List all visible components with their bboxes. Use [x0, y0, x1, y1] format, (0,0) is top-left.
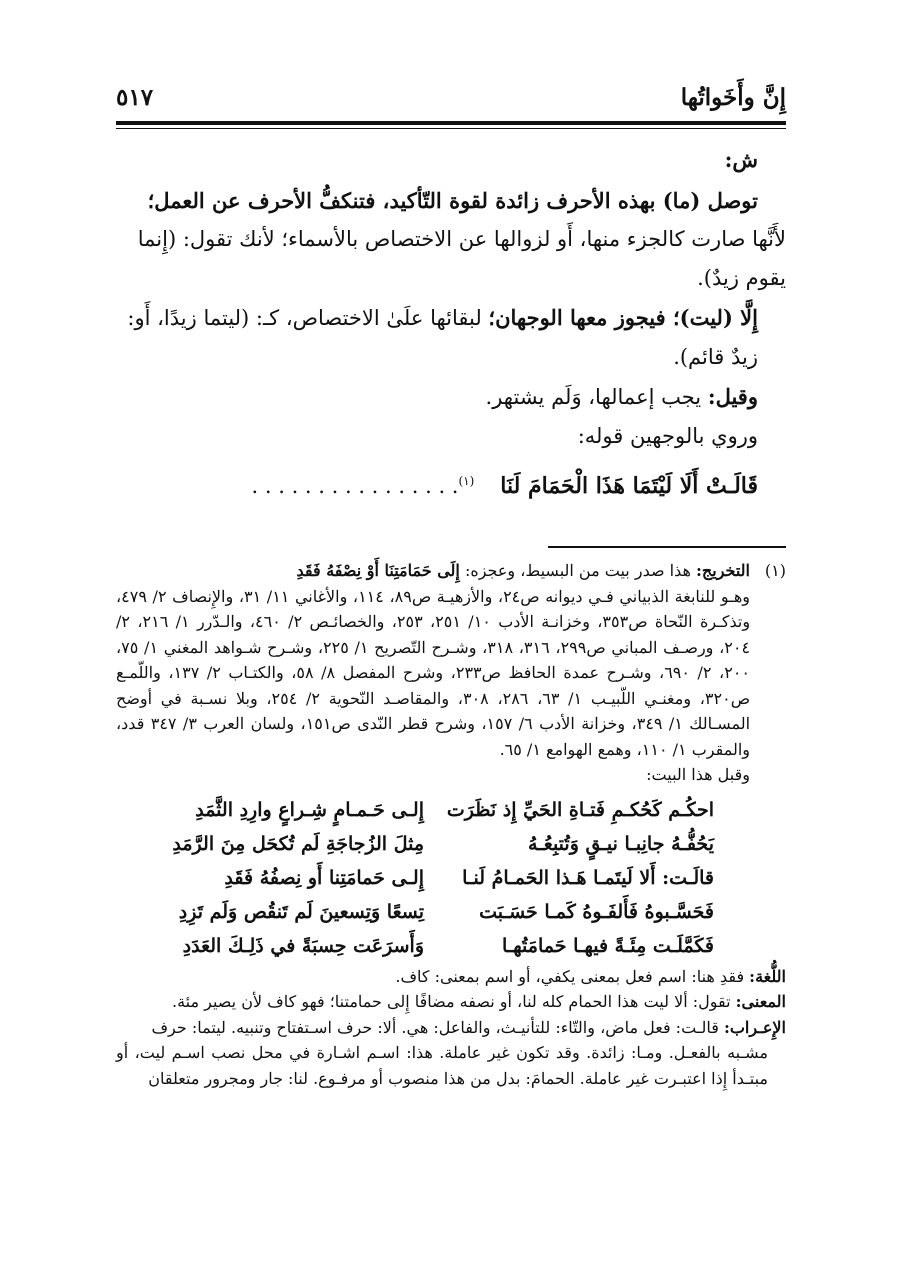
poem-hemistich-second: وَأَسرَعَت حِسبَةً في ذَلِـكَ العَدَدِ: [182, 934, 424, 957]
poem-line: [116, 794, 786, 828]
poem-line: [116, 896, 786, 930]
header-rule-thick: [116, 121, 786, 125]
takhrij-text: هذا صدر بيت من البسيط، وعجزه:: [459, 561, 696, 580]
poem-hemistich-first: قالَـت: أَلا لَيتَمـا هَـذا الحَمـامُ لَنـا: [462, 866, 714, 889]
poem-hemistich-first: فَحَسَّـبوهُ فَأَلفَـوهُ كَمـا حَسَـبَت: [479, 900, 714, 923]
paragraph-4: وروي بالوجهين قوله:: [577, 424, 758, 448]
before-verse-label: وقبل هذا البيت:: [646, 765, 750, 784]
chapter-title: إِنَّ وأَخَواتُها: [680, 84, 786, 111]
irab-text-1: قالـت: فعل ماض، والتّاء: للتأنيـث، والفاعل: هي. ألا: حرف اسـتفتاح وتنبيه. ليتما: حرف: [151, 1017, 724, 1037]
sources-paragraph: وهـو للنابغة الذبياني فـي ديوانه ص٢٤، والأزهيـة ص٨٩، ١١٤، والأغاني ١١/ ٣١، والإِنصاف ٢/ ٤٧٩، وتذكـرة النّحاة ص٣٥٣، وخزانـة الأدب ١٠/ ٢٥١، ٢٥٣، والخصائـص ٢/ ٤٦٠، والـدّرر ١/ ٢١٦، ٢/ ٢٠٤، ورصـف المباني ص٢٩٩، ٣١٦، ٣١٨، وشـرح التّصريح ١/ ٢٢٥، وشـرح شـواهد المغني ١/ ٧٥، ٢٠٠، ٢/ ٦٩٠، وشـرح عمدة الحافظ ص٢٣٣، وشرح المفصل ٨/ ٥٨، والكتـاب ٢/ ١٣٧، واللّمـع ص٣٢٠، ومغنـي اللّبيـب ١/ ٦٣، ٢٨٦، ٣٠٨، والمقاصـد النّحوية ٢/ ٢٥٤، وبلا نسـبة في أوضح المسـالك ١/ ٣٤٩، وخزانة الأدب ٦/ ١٥٧، وشرح قطر النّدى ص١٥١، ولسان العرب ٣/ ٣٤٧ قدد، والمقرب ١/ ١١٠، وهمع الهوامع ١/ ٦٥.: [116, 586, 751, 759]
lugha-label: اللُّغة:: [749, 966, 786, 986]
takhrij-hemistich: إِلَى حَمَامَتِنَا أَوْ نِصْفَهُ فَقَدِ: [296, 561, 460, 580]
paragraph-2-bold: إِلَّا (ليت)؛ فيجوز معها الوجهان؛: [488, 305, 758, 330]
running-header: [116, 82, 786, 116]
footnote-marker: (١): [458, 474, 475, 488]
poem: [116, 794, 786, 964]
poem-hemistich-second: مِثلَ الزُجاجَةِ لَم تُكحَل مِنَ الرَّمَدِ: [172, 832, 424, 855]
takhrij-label: التخريج:: [696, 561, 750, 580]
header-rule-thin: [116, 128, 786, 129]
poem-hemistich-first: يَحُفُّـهُ جانِبـا نيـقٍ وَتُتبِعُـهُ: [528, 832, 714, 855]
footnote-number: (١): [764, 561, 786, 580]
footnote-intro: [296, 558, 750, 584]
page-number: ٥١٧: [116, 84, 154, 111]
lugha-line: [116, 964, 786, 990]
footnote-first-line: [116, 558, 786, 584]
poem-hemistich-second: تِسعًا وَتِسعينَ لَم تَنقُص وَلَم تَزِدِ: [178, 900, 424, 923]
poem-line: [116, 930, 786, 964]
poem-line: [116, 828, 786, 862]
verse-dots-text: . . . . . . . . . . . . . . . .: [251, 474, 459, 498]
verse-line: [116, 462, 786, 506]
paragraph-2: [116, 298, 786, 377]
mana-label: المعنى:: [735, 992, 786, 1011]
poem-hemistich-second: إِلـى حَمامَتِنا أَو نِصفُهُ فَقَدِ: [224, 866, 424, 889]
paragraph-3-rest: يجب إعمالها، وَلَم يشتهر.: [485, 385, 708, 409]
irab-continuation: مشـبه بالفعـل. ومـا: زائدة. وقد تكون غير عاملة. هذا: اسـم اشـارة في محل نصب اسـم ليت، أو مبتـدأ إِذا اعتبـرت غير عاملة. الحمامَ: بدل من هذا منصوب أو مرفـوع. لنا: جار ومجرور متعلقان: [116, 1043, 768, 1088]
poem-hemistich-second: إِلـى حَـمـامٍ شِـراعٍ وارِدِ الثَّمَدِ: [195, 798, 424, 821]
paragraph-1-continuation: لأَنَّها صارت كالجزء منها، أَو لزوالها عن الاختصاص بالأسماء؛ لأنك تقول: (إِنما يقوم زيدٌ).: [137, 227, 786, 290]
verse-text: قَالَـتْ أَلَا لَيْتَمَا هَذَا الْحَمَامَ لَنَا: [500, 473, 758, 499]
poem-hemistich-first: فَكَمَّلَـت مِئَـةً فيهـا حَمامَتُهـا: [501, 934, 714, 957]
poem-hemistich-first: احكُـم كَحُكـمِ فَتـاةِ الحَيِّ إِذ نَظَرَت: [446, 798, 714, 821]
verse-ellipsis: [252, 462, 475, 506]
commentary-marker: ش:: [724, 147, 758, 172]
irab-label: الإِعـراب:: [723, 1017, 786, 1037]
paragraph-2-rest: لبقائها علَىٰ الاختصاص، كـ: (ليتما زيدًا، أَو: زيدٌ قائم).: [127, 306, 758, 369]
mana-text: تقول: ألا ليت هذا الحمام كله لنا، أو نصفه مضافًا إِلى حمامتنا؛ فهو كاف لأن يصير مئة.: [172, 992, 736, 1011]
paragraph-3-label: وقيل:: [707, 384, 758, 409]
poem-line: [116, 862, 786, 896]
mana-line: [116, 989, 786, 1015]
lugha-text: فقدِ هنا: اسم فعل بمعنى يكفي، أو اسم بمعنى: كاف.: [395, 966, 750, 986]
footnote: [116, 558, 786, 1091]
irab-line: [116, 1015, 786, 1041]
paragraph-3: [116, 377, 786, 417]
paragraph-1-lead: توصل (ما) بهذه الأحرف زائدة لقوة التّأكيد، فتنكفُّ الأحرف عن العمل؛: [147, 188, 758, 213]
main-text: [116, 140, 786, 506]
footnote-separator: [548, 546, 786, 548]
